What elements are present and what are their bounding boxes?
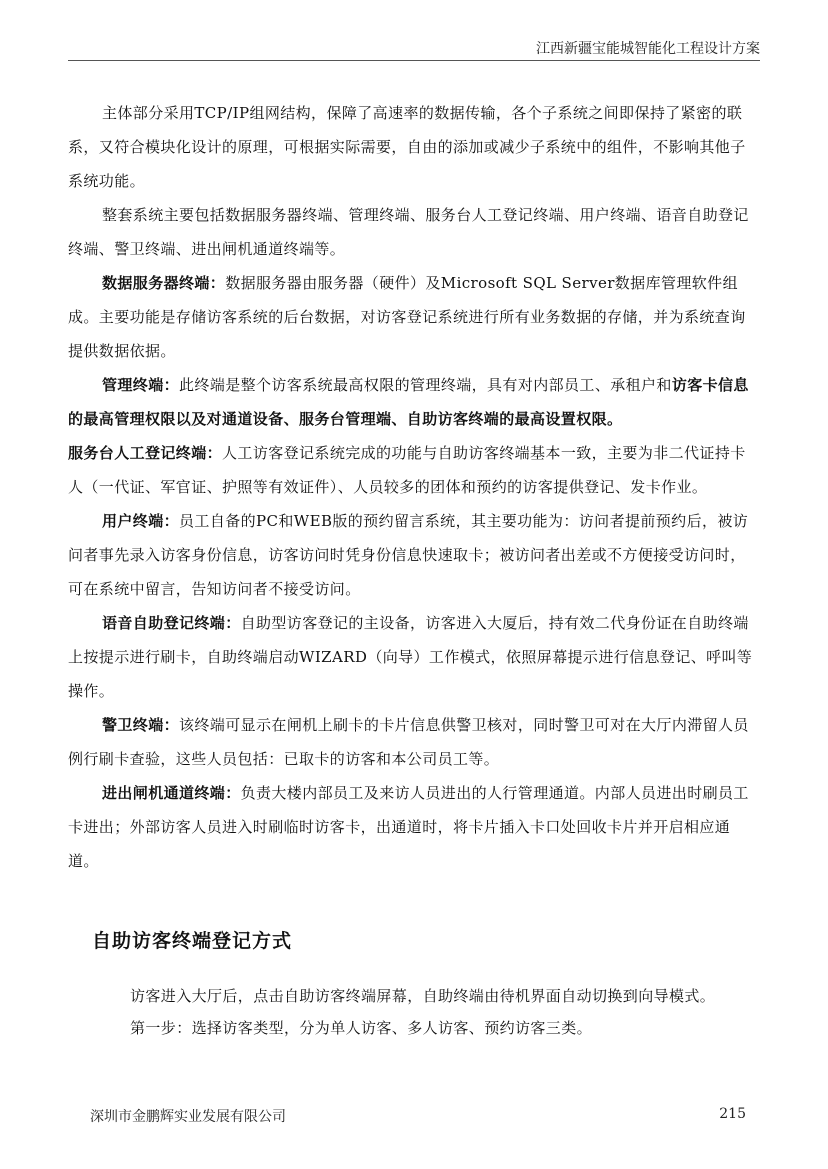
paragraph-service-desk [68,436,758,504]
paragraph-data-server [68,266,758,368]
paragraph-management [68,368,758,436]
term-user-terminal: 用户终端： [102,512,180,530]
term-service-desk: 服务台人工登记终端： [68,444,223,462]
paragraph-gate [68,776,758,878]
page-header [68,38,760,61]
term-guard: 警卫终端： [102,716,180,734]
section-body [96,980,726,1044]
page-footer [90,1106,746,1126]
term-data-server: 数据服务器终端： [102,274,226,292]
footer-company: 深圳市金鹏辉实业发展有限公司 [90,1109,286,1125]
paragraph-step-one: 第一步：选择访客类型，分为单人访客、多人访客、预约访客三类。 [130,1019,593,1037]
page-number: 215 [719,1106,746,1122]
text-guard: 该终端可显示在闸机上刷卡的卡片信息供警卫核对，同时警卫可对在大厅内滞留人员例行刷卡查验，这些人员包括：已取卡的访客和本公司员工等。 [68,716,749,768]
term-voice-self-service: 语音自助登记终端： [102,614,241,632]
document-body [68,96,758,878]
text-management: 此终端是整个访客系统最高权限的管理终端，具有对内部员工、承租户和 [179,376,672,394]
paragraph-guard [68,708,758,776]
term-management: 管理终端： [102,376,180,394]
text-data-server: 数据服务器由服务器（硬件）及Microsoft SQL Server数据库管理软件组成。主要功能是存储访客系统的后台数据，对访客登记系统进行所有业务数据的存储，并为系统查询提供数据依据。 [68,274,746,360]
text-voice-self-service: 自助型访客登记的主设备，访客进入大厦后，持有效二代身份证在自助终端上按提示进行刷卡，自助终端启动WIZARD（向导）工作模式，依照屏幕提示进行信息登记、呼叫等操作。 [68,614,753,700]
section-title: 自助访客终端登记方式 [92,930,293,952]
text-gate: 负责大楼内部员工及来访人员进出的人行管理通道。内部人员进出时刷员工卡进出；外部访客人员进入时刷临时访客卡，出通道时，将卡片插入卡口处回收卡片并开启相应通道。 [68,784,749,870]
paragraph-voice-self-service [68,606,758,708]
text-user-terminal: 员工自备的PC和WEB版的预约留言系统，其主要功能为：访问者提前预约后，被访问者事先录入访客身份信息，访客访问时凭身份信息快速取卡；被访问者出差或不方便接受访问时，可在系统中留言，告知访问者不接受访问。 [68,512,749,598]
paragraph-architecture: 主体部分采用TCP/IP组网结构，保障了高速率的数据传输，各个子系统之间即保持了紧密的联系，又符合模块化设计的原理，可根据实际需要，自由的添加或减少子系统中的组件，不影响其他子系统功能。 [68,104,746,190]
text-service-desk: 人工访客登记系统完成的功能与自助访客终端基本一致，主要为非二代证持卡人（一代证、军官证、护照等有效证件）、人员较多的团体和预约的访客提供登记、发卡作业。 [68,444,746,496]
paragraph-system-overview: 整套系统主要包括数据服务器终端、管理终端、服务台人工登记终端、用户终端、语音自助登记终端、警卫终端、进出闸机通道终端等。 [68,206,749,258]
text-management-bold: 访客卡信息的最高管理权限以及对通道设备、服务台管理端、自助访客终端的最高设置权限。 [68,376,749,428]
term-gate: 进出闸机通道终端： [102,784,241,802]
header-title: 江西新疆宝能城智能化工程设计方案 [536,41,760,57]
paragraph-user-terminal [68,504,758,606]
paragraph-self-service-intro: 访客进入大厅后，点击自助访客终端屏幕，自助终端由待机界面自动切换到向导模式。 [130,987,716,1005]
